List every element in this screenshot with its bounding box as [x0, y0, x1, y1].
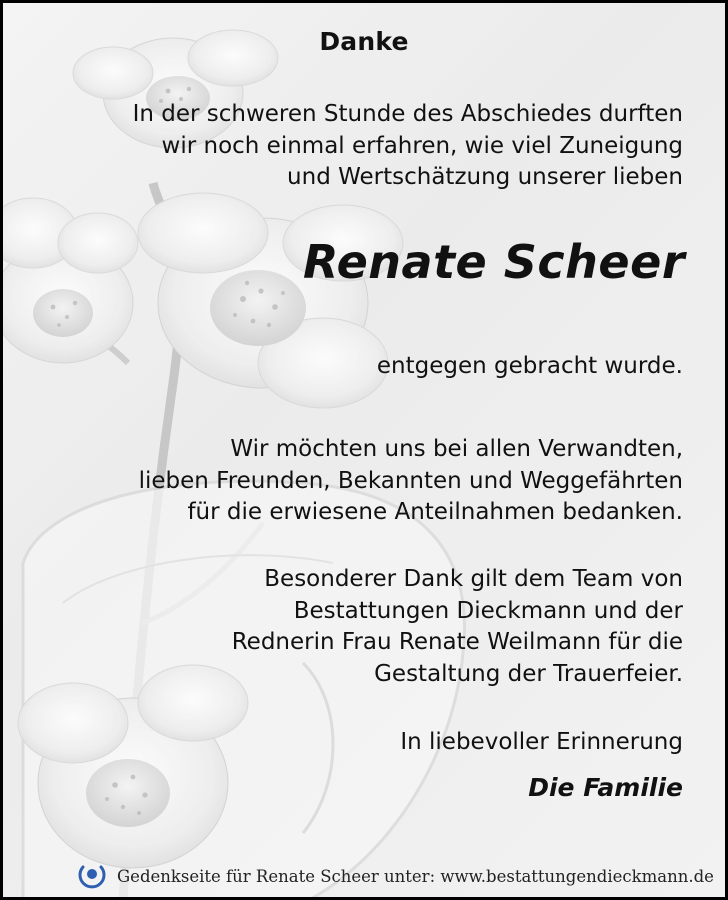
after-name-line: entgegen gebracht wurde. — [376, 353, 683, 379]
special-thanks-paragraph — [232, 564, 683, 690]
closing-line: In liebevoller Erinnerung — [400, 729, 683, 755]
signature: Die Familie — [528, 773, 683, 802]
special-thanks-line: Rednerin Frau Renate Weilmann für die — [231, 629, 683, 655]
thanks-line: lieben Freunden, Bekannten und Weggefährten — [138, 467, 683, 494]
intro-paragraph — [133, 99, 683, 194]
special-thanks-line: Gestaltung der Trauerfeier. — [374, 660, 683, 687]
thanks-paragraph — [139, 434, 683, 529]
closing-paragraph — [400, 727, 683, 759]
after-name-paragraph — [377, 351, 683, 383]
special-thanks-line: Besonderer Dank gilt dem Team von — [264, 566, 683, 592]
footer — [77, 861, 714, 891]
heading-title: Danke — [319, 27, 409, 56]
memorial-website-link[interactable]: Gedenkseite für Renate Scheer unter: www.bestattungendieckmann.de — [117, 866, 714, 886]
deceased-name: Renate Scheer — [302, 235, 685, 289]
thanks-line: für die erwiesene Anteilnahmen bedanken. — [187, 499, 683, 525]
intro-line: wir noch einmal erfahren, wie viel Zuneigung — [161, 132, 683, 159]
memorial-logo-icon — [77, 861, 107, 891]
intro-line: In der schweren Stunde des Abschiedes durften — [132, 101, 683, 127]
special-thanks-line: Bestattungen Dieckmann und der — [293, 597, 683, 624]
intro-line: und Wertschätzung unserer lieben — [287, 164, 683, 190]
thanks-line: Wir möchten uns bei allen Verwandten, — [230, 436, 683, 462]
